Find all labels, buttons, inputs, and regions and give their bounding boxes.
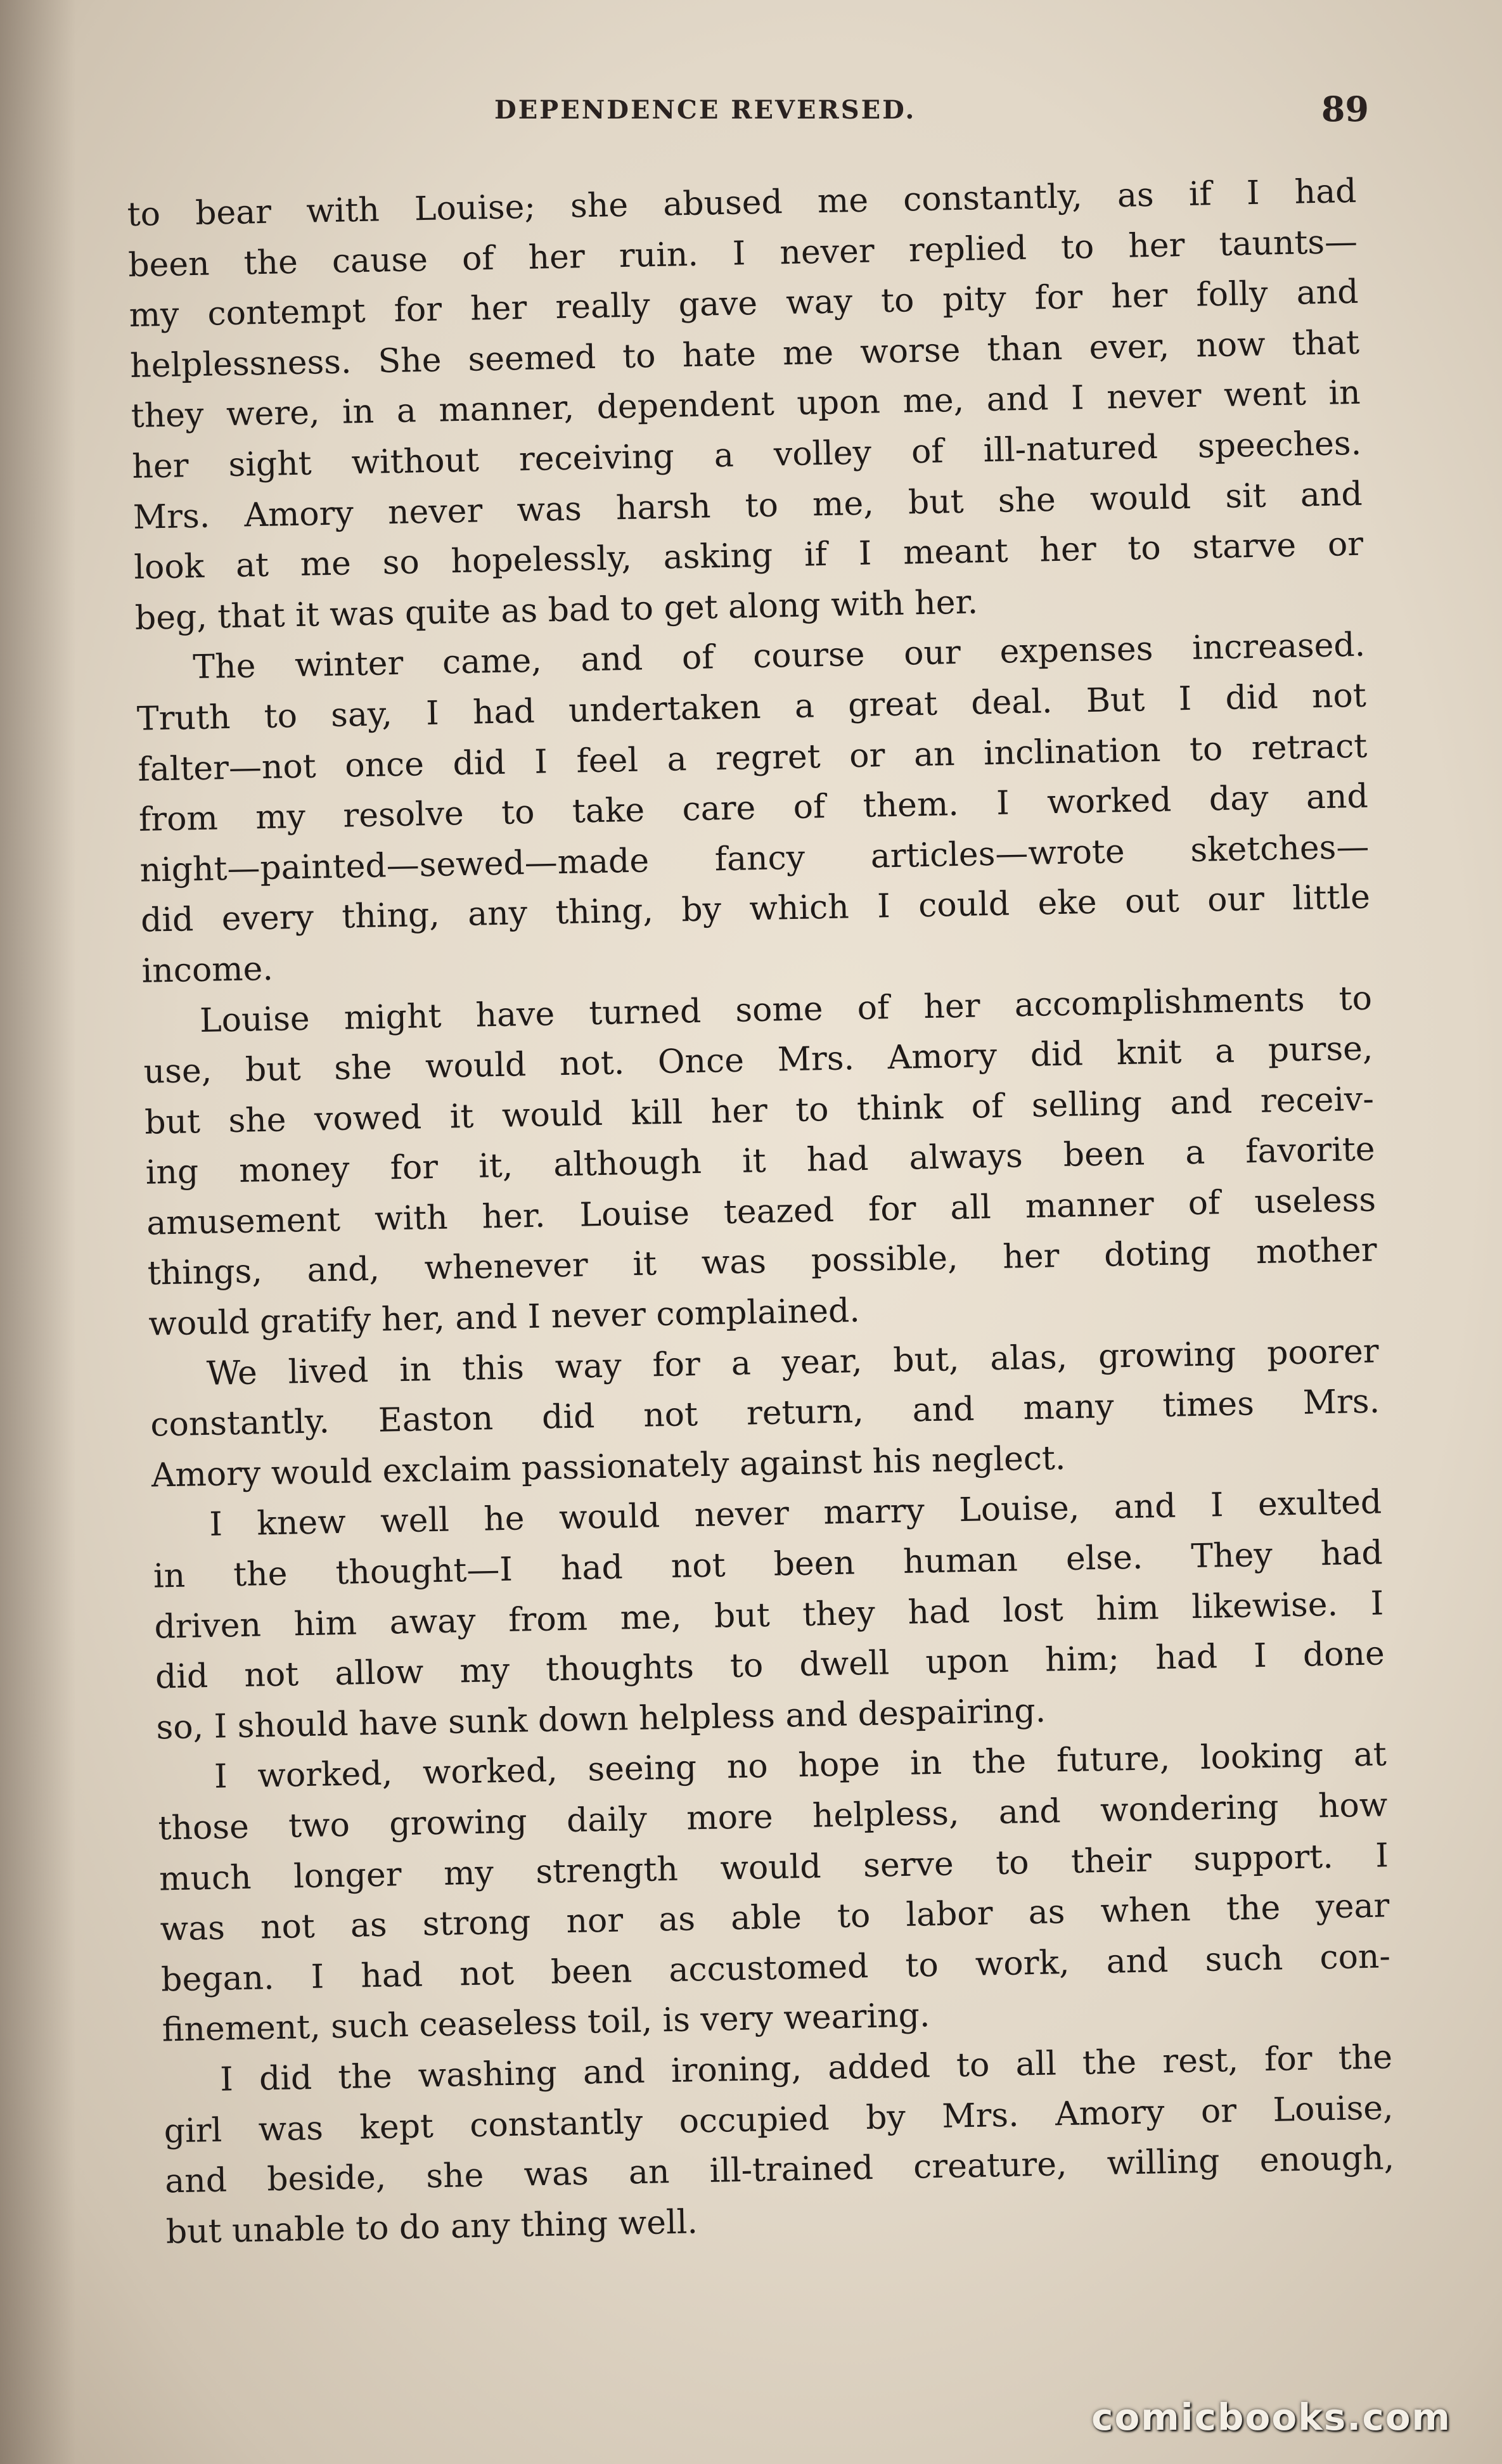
page-header: [127, 89, 1369, 146]
text-line: those two growing daily more helpless, and wondering how: [158, 1786, 1388, 1848]
text-line: things, and, whenever it was possible, her doting mother: [147, 1231, 1378, 1293]
page-number: 89: [1321, 89, 1369, 129]
watermark: comicbooks.com: [1091, 2396, 1451, 2439]
text-line: I knew well he would never marry Louise, and I exulted: [209, 1483, 1382, 1544]
text-line: Louise might have turned some of her accomplishments to: [199, 979, 1373, 1040]
text-line: her sight without receiving a volley of ill-natured speeches.: [131, 424, 1362, 486]
text-line: my contempt for her really gave way to pity for her folly and: [129, 273, 1359, 335]
text-line: Mrs. Amory never was harsh to me, but she would sit and: [132, 475, 1363, 537]
text-line: so, I should have sunk down helpless and despairing.: [156, 1691, 1046, 1747]
text-line: from my resolve to take care of them. I worked day and: [138, 777, 1369, 839]
text-line: they were, in a manner, dependent upon me, and I never went in: [131, 374, 1361, 436]
text-line: and beside, she was an ill-trained creature, willing enough,: [164, 2139, 1395, 2201]
text-line: did every thing, any thing, by which I could eke out our little: [140, 878, 1371, 940]
text-line: falter—not once did I feel a regret or an inclination to retract: [137, 727, 1368, 789]
page-edge-shadow: [0, 0, 76, 2464]
text-line: use, but she would not. Once Mrs. Amory did knit a purse,: [143, 1029, 1373, 1091]
text-line: amusement with her. Louise teazed for all manner of useless: [146, 1181, 1377, 1243]
text-line: driven him away from me, but they had lost him likewise. I: [153, 1584, 1384, 1646]
text-line: The winter came, and of course our expenses increased.: [192, 626, 1366, 687]
text-line: beg, that it was quite as bad to get along with her.: [134, 583, 979, 638]
text-line: constantly. Easton did not return, and many times Mrs.: [150, 1382, 1380, 1444]
body-text: [127, 167, 1396, 2258]
text-line: look at me so hopelessly, asking if I meant her to starve or: [133, 525, 1364, 587]
text-line: helplessness. She seemed to hate me worse than ever, now that: [129, 323, 1360, 385]
text-line: did not allow my thoughts to dwell upon him; had I done: [155, 1634, 1385, 1697]
text-line: Amory would exclaim passionately against his neglect.: [151, 1439, 1066, 1495]
text-line: to bear with Louise; she abused me constantly, as if I had: [127, 172, 1357, 234]
text-line: I worked, worked, seeing no hope in the future, looking at: [214, 1735, 1387, 1797]
running-head: DEPENDENCE REVERSED.: [494, 95, 916, 125]
text-line: in the thought—I had not been human else. They had: [153, 1534, 1383, 1596]
text-line: would gratify her, and I never complained.: [148, 1292, 861, 1344]
text-line: ing money for it, although it had always been a favorite: [145, 1130, 1375, 1192]
text-line: began. I had not been accustomed to work, and such con-: [160, 1937, 1391, 1999]
text-line: but she vowed it would kill her to think of selling and receiv-: [144, 1080, 1375, 1142]
text-line: was not as strong nor as able to labor as when the year: [160, 1887, 1390, 1949]
text-line: much longer my strength would serve to their support. I: [158, 1836, 1389, 1899]
text-line: night—painted—sewed—made fancy articles—wrote sketches—: [139, 828, 1370, 890]
text-line: finement, such ceaseless toil, is very wearing.: [162, 1996, 930, 2050]
text-line: been the cause of her ruin. I never replied to her taunts—: [127, 222, 1358, 285]
text-line: income.: [141, 949, 274, 991]
text-line: girl was kept constantly occupied by Mrs. Amory or Louise,: [164, 2088, 1394, 2150]
text-line: We lived in this way for a year, but, alas, growing poorer: [206, 1332, 1380, 1393]
text-line: I did the washing and ironing, added to all the rest, for the: [219, 2038, 1393, 2099]
text-line: but unable to do any thing well.: [165, 2203, 698, 2252]
text-line: Truth to say, I had undertaken a great deal. But I did not: [136, 676, 1367, 738]
